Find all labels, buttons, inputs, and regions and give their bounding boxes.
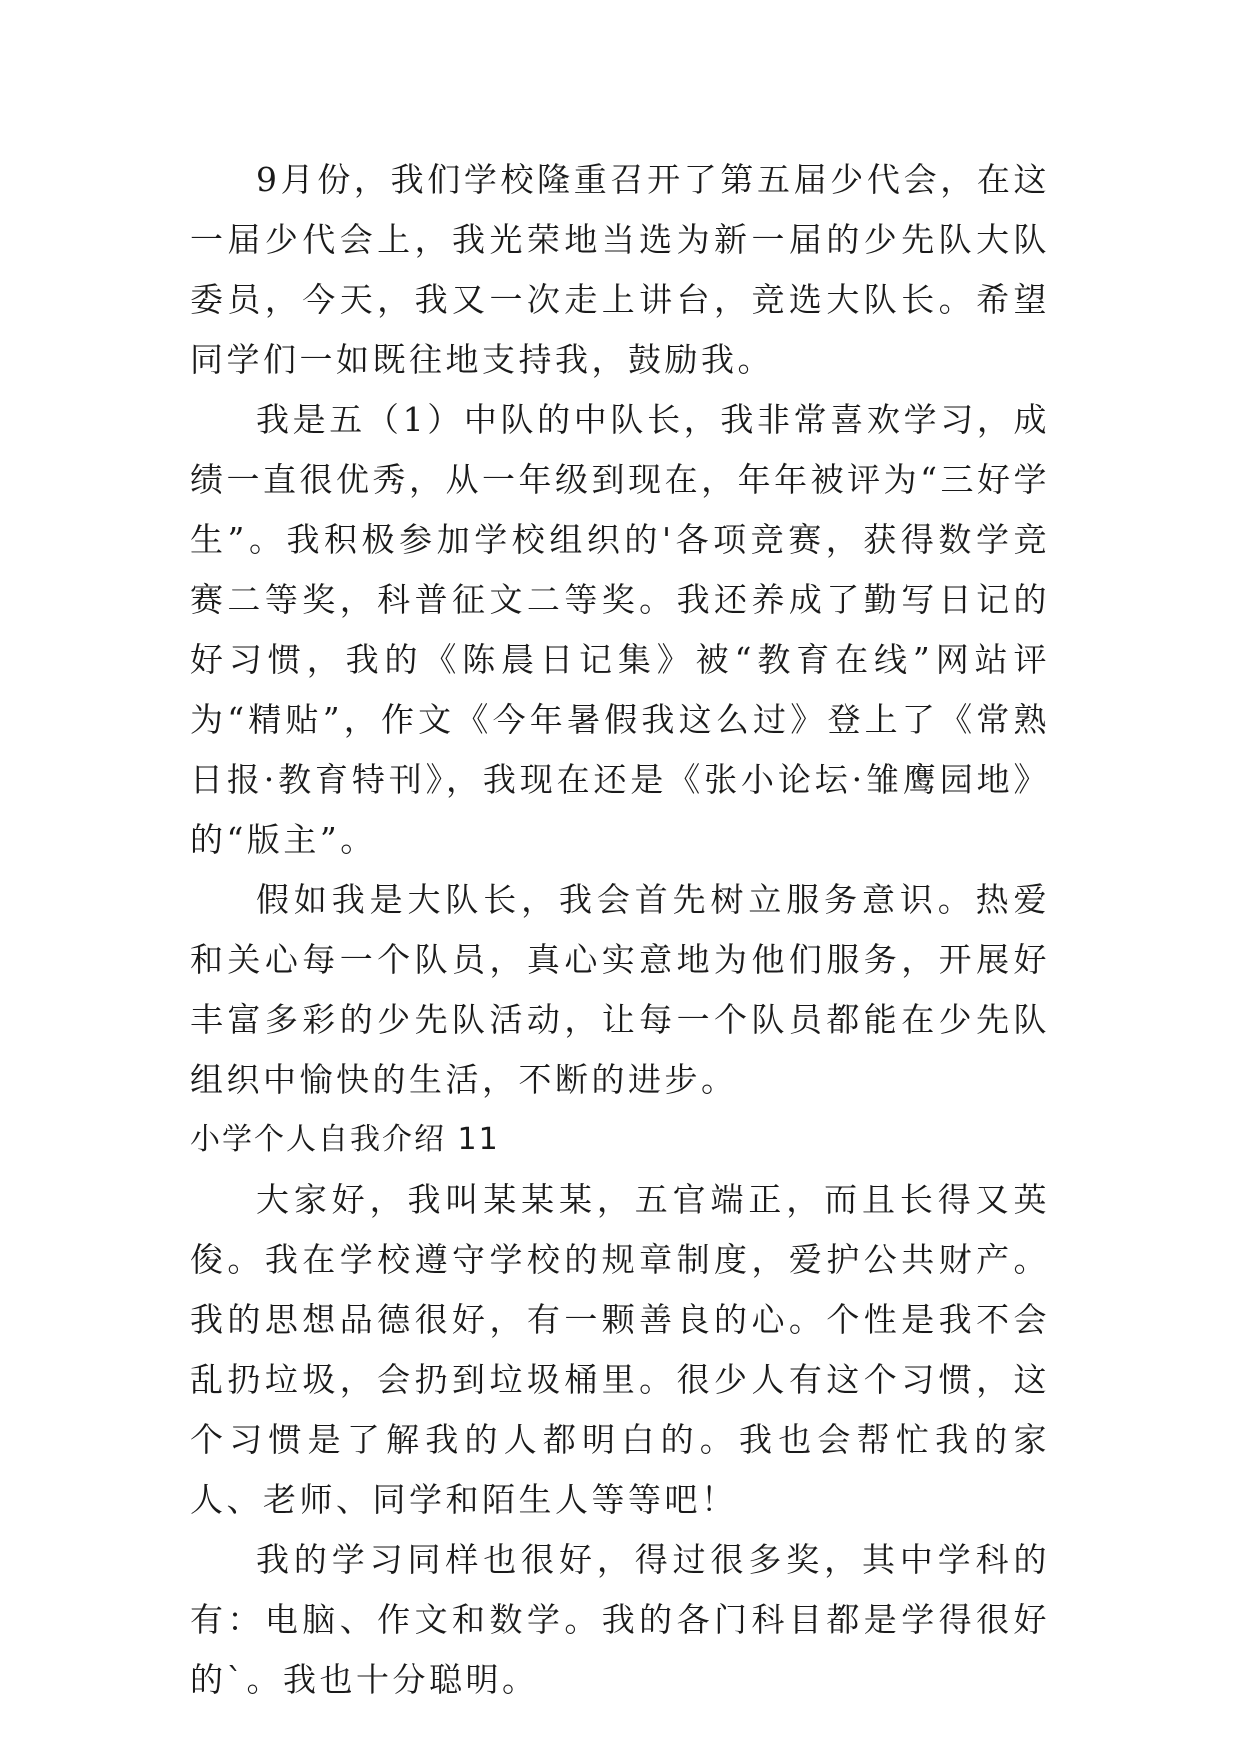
paragraph-self-intro: 大家好，我叫某某某，五官端正，而且长得又英俊。我在学校遵守学校的规章制度，爱护公共财产。我的思想品德很好，有一颗善良的心。个性是我不会乱扔垃圾，会扔到垃圾桶里。很少人有这个习惯，这个习惯是了解我的人都明白的。我也会帮忙我的家人、老师、同学和陌生人等等吧！	[190, 1180, 1050, 1519]
paragraph-election-intro: 9月份，我们学校隆重召开了第五届少代会，在这一届少代会上，我光荣地当选为新一届的少先队大队委员，今天，我又一次走上讲台，竞选大队长。希望同学们一如既往地支持我，鼓励我。	[190, 160, 1050, 379]
paragraph-study: 我的学习同样也很好，得过很多奖，其中学科的有：电脑、作文和数学。我的各门科目都是学得很好的`。我也十分聪明。	[190, 1540, 1050, 1699]
paragraph-service-promise: 假如我是大队长，我会首先树立服务意识。热爱和关心每一个队员，真心实意地为他们服务，开展好丰富多彩的少先队活动，让每一个队员都能在少先队组织中愉快的生活，不断的进步。	[190, 880, 1050, 1099]
section-title: 小学个人自我介绍 11	[190, 1122, 500, 1157]
document-page	[190, 150, 1050, 1710]
paragraph-achievements: 我是五（1）中队的中队长，我非常喜欢学习，成绩一直很优秀，从一年级到现在，年年被评为“三好学生”。我积极参加学校组织的'各项竞赛，获得数学竞赛二等奖，科普征文二等奖。我还养成了勤写日记的好习惯，我的《陈晨日记集》被“教育在线”网站评为“精贴”，作文《今年暑假我这么过》登上了《常熟日报·教育特刊》，我现在还是《张小论坛·雏鹰园地》的“版主”。	[190, 400, 1050, 859]
